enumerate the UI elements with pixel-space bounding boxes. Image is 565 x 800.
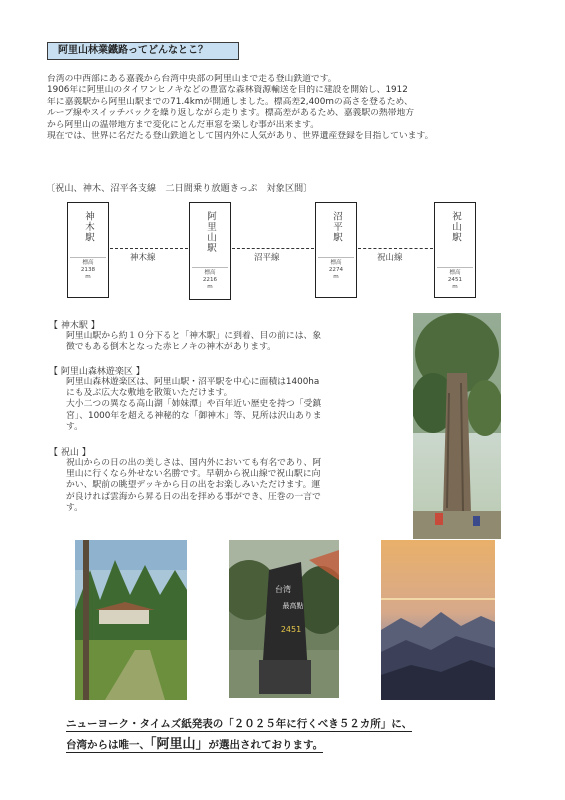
monument-text-1: 台湾 — [275, 585, 291, 594]
section-head-shukuzan: 【 祝山 】 — [49, 448, 91, 458]
section-body-shinboku: 阿里山駅から約１０分下ると「神木駅」に到着、目の前には、象 徴でもある倒木となった赤ヒノキの神木があります。 — [66, 331, 322, 353]
line-shukuzan — [358, 248, 433, 249]
station-alishan: 阿里山駅 標高 2216 m — [189, 202, 231, 300]
line-label-shinboku: 神木線 — [130, 253, 156, 263]
highlight-alishan: 「阿里山」 — [150, 737, 209, 752]
station-shinboku: 神木駅 標高 2138 m — [67, 202, 109, 298]
line-label-shouhei: 沼平線 — [254, 253, 280, 263]
monument-text-2: 最高點 — [282, 602, 304, 610]
station-shouhei: 沼平駅 標高 2274 m — [315, 202, 357, 298]
intro-text: 台湾の中西部にある嘉義から台湾中央部の阿里山まで走る登山鉄道です。 1906年に阿里山のタイワンヒノキなどの豊富な森林資源輸送を目的に建設を開始し、1912 年に嘉義駅から阿里山駅までの71.4kmが開通しました。標高差2,400mの高さを登るため、 ループ線やスイッチバックを繰り返しながら走ります。標高差があるため、嘉義駅の熱帯地方 から阿里山の温帯地方まで変化にとんだ車窓を楽しむ事が出来ます。 現在では、世界に名だたる登山鉄道として国内外に人気があり、世界遺産登録を目指しています。 — [47, 74, 434, 142]
monument-elev: 2451 — [280, 625, 302, 634]
station-shukuzan: 祝山駅 標高 2451 m — [434, 202, 476, 298]
photo-monument — [229, 540, 339, 698]
photo-sunrise — [381, 540, 495, 700]
line-shinboku — [110, 248, 188, 249]
section-head-shinboku: 【 神木駅 】 — [49, 321, 100, 331]
page-title: 阿里山林業鐵路ってどんなとこ？ — [47, 42, 239, 60]
photo-sacred-tree — [413, 313, 501, 539]
section-body-forest: 阿里山森林遊楽区は、阿里山駅・沼平駅を中心に面積は1400ha にも及ぶ広大な敷地を散策いただけます。 大小二つの異なる高山湖「姉妹潭」や百年近い歴史を持つ「受鎮 宮」、1000年を超える神秘的な「御神木」等、見所は沢山ありま す。 — [66, 377, 322, 432]
photo-forest — [75, 540, 187, 700]
route-title: 〔祝山、神木、沼平各支線 二日間乗り放題きっぷ 対象区間〕 — [46, 183, 313, 194]
line-label-shukuzan: 祝山線 — [377, 253, 403, 263]
line-shouhei — [232, 248, 314, 249]
bottom-line-1: ニューヨーク・タイムズ紙発表の「２０２５年に行くべき５２カ所」に、 — [66, 718, 413, 730]
section-body-shukuzan: 祝山からの日の出の美しさは、国内外においても有名であり、阿 里山に行くなら外せない名勝です。早朝から祝山線で祝山駅に向 かい、駅前の眺望デッキから日の出をお楽しみいただけます。運 が良ければ雲海から昇る日の出を拝める事ができ、圧巻の一言で す。 — [66, 458, 322, 513]
bottom-line-2: 台湾からは唯一、「阿里山」が選出されております。 — [66, 733, 323, 753]
section-head-forest: 【 阿里山森林遊楽区 】 — [49, 367, 145, 377]
